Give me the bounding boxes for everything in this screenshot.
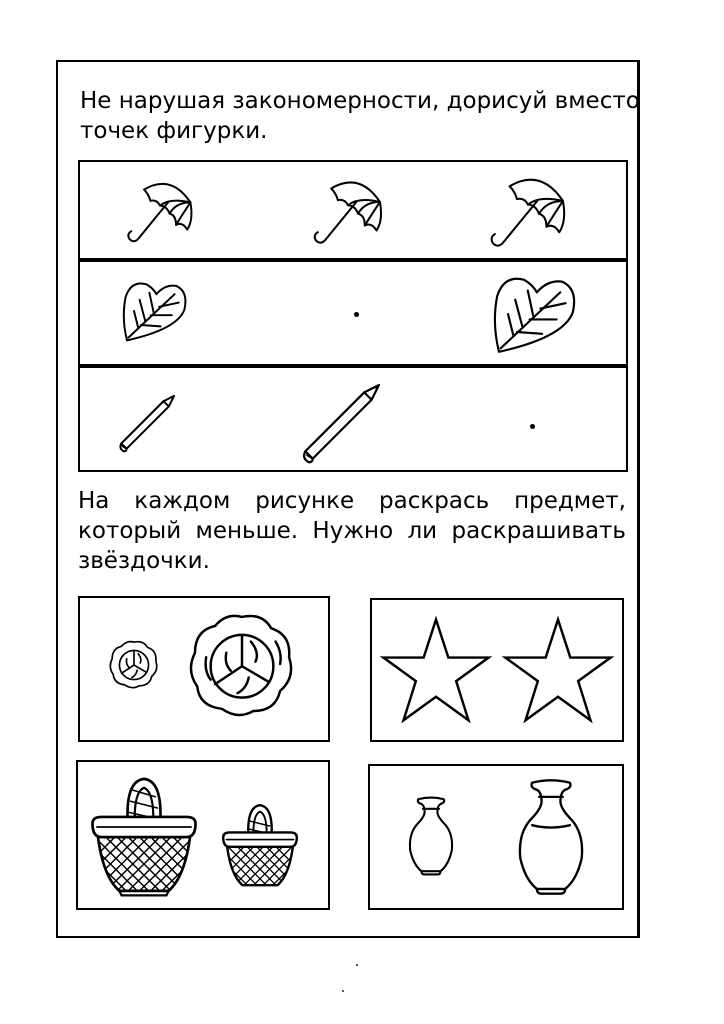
- panel-cabbages: [78, 596, 330, 742]
- umbrella-large-icon: [482, 166, 574, 258]
- cabbage-small-icon[interactable]: [108, 638, 160, 690]
- star-right-icon[interactable]: [502, 614, 614, 728]
- pattern-row-pencils: [78, 366, 628, 472]
- panel-stars: [370, 598, 624, 742]
- cabbage-large-icon[interactable]: [186, 608, 298, 720]
- umbrella-small-icon: [120, 172, 200, 252]
- basket-large-icon[interactable]: [88, 774, 200, 898]
- vase-small-icon[interactable]: [406, 796, 456, 876]
- pattern-row-leaves: [78, 260, 628, 366]
- task2-instruction: На каждом рисунке раскрась предмет, который меньше. Нужно ли раскрашивать звёздочки.: [78, 488, 626, 574]
- pencil-small-icon: [116, 388, 182, 454]
- star-left-icon[interactable]: [380, 614, 492, 728]
- basket-small-icon[interactable]: [220, 802, 300, 890]
- pencil-large-icon: [298, 374, 390, 466]
- task1-instruction: Не нарушая закономерности, дорисуй вместо точек фигурки.: [80, 88, 640, 144]
- scan-speck: [356, 964, 358, 966]
- vase-large-icon[interactable]: [510, 778, 592, 896]
- placeholder-dot-pencil[interactable]: [530, 424, 535, 429]
- scan-speck: [342, 990, 344, 992]
- placeholder-dot-leaf[interactable]: [354, 312, 359, 317]
- umbrella-medium-icon: [306, 170, 390, 254]
- panel-baskets: [76, 760, 330, 910]
- panel-vases: [368, 764, 624, 910]
- leaf-small-icon: [120, 276, 190, 346]
- leaf-large-icon: [490, 268, 580, 360]
- pattern-row-umbrellas: [78, 160, 628, 260]
